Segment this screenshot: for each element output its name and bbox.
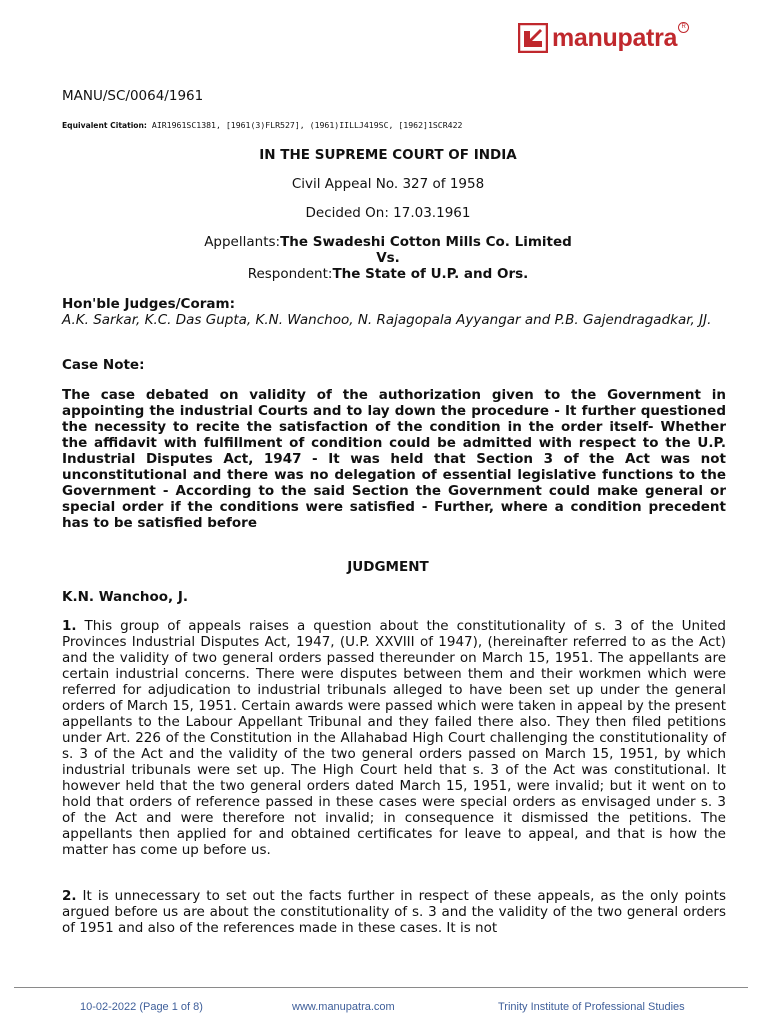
- equivalent-citation: [62, 120, 462, 130]
- judges-heading: Hon'ble Judges/Coram:: [62, 296, 235, 312]
- versus: Vs.: [376, 250, 400, 266]
- paragraph-number: 2.: [62, 888, 77, 904]
- paragraph: [62, 618, 726, 858]
- footer-divider: [14, 987, 748, 988]
- case-note-heading: Case Note:: [62, 357, 145, 373]
- court-name: IN THE SUPREME COURT OF INDIA: [259, 147, 517, 163]
- paragraph-number: 1.: [62, 618, 77, 634]
- footer-date-page: 10-02-2022 (Page 1 of 8): [80, 1001, 203, 1013]
- parties: [62, 234, 714, 282]
- respondent-line: [62, 266, 714, 282]
- respondent-name: The State of U.P. and Ors.: [332, 266, 529, 282]
- logo-text: manupatra: [552, 24, 678, 52]
- equivalent-citation-value: AIR1961SC1381, [1961(3)FLR527], (1961)IILLJ419SC, [1962]1SCR422: [146, 120, 463, 130]
- paragraph-text: This group of appeals raises a question about the constitutionality of s. 3 of the United Provinces Industrial Disputes Act, 1947, (U.P. XXVIII of 1947), (hereinafter referred to as the Act) and the validity of two general orders passed thereunder on March 15, 1951. The appellants are certain industrial concerns. There were disputes between them and their workmen which were referred for adjudication to industrial tribunals alleged to have been set up under the general orders of March 15, 1951. Certain awards were passed which were taken in appeal by the present appellants to the Labour Appellant Tribunal and they failed there also. They then filed petitions under Art. 226 of the Constitution in the Allahabad High Court challenging the constitutionality of s. 3 of the Act and the validity of the two general orders passed on March 15, 1951, by which industrial tribunals were set up. The High Court held that s. 3 of the Act was constitutional. It however held that the two general orders dated March 15, 1951, were invalid; but it went on to hold that orders of reference passed in these cases were special orders as envisaged under s. 3 of the Act and were therefore not invalid; in consequence it dismissed the petitions. The appellants then applied for and obtained certificates for leave to appeal, and that is how the matter has come up before us.: [62, 618, 726, 858]
- appellants-name: The Swadeshi Cotton Mills Co. Limited: [280, 234, 572, 250]
- manupatra-logo: [518, 22, 686, 54]
- citation-id: MANU/SC/0064/1961: [62, 88, 204, 104]
- appellants-line: [62, 234, 714, 250]
- manupatra-logo-icon: [518, 23, 548, 53]
- case-number: Civil Appeal No. 327 of 1958: [291, 176, 485, 192]
- footer-website-link[interactable]: www.manupatra.com: [292, 1001, 395, 1013]
- equivalent-citation-label: Equivalent Citation:: [62, 121, 147, 130]
- paragraph-text: It is unnecessary to set out the facts further in respect of these appeals, as the only points argued before us are about the constitutionality of s. 3 and the validity of the two general orders of 1951 and also of the references made in these cases. It is not: [62, 888, 726, 936]
- appellants-label: Appellants:: [204, 234, 281, 250]
- respondent-label: Respondent:: [247, 266, 333, 282]
- registered-mark-icon: R: [678, 22, 689, 33]
- judges-list: A.K. Sarkar, K.C. Das Gupta, K.N. Wanchoo, N. Rajagopala Ayyangar and P.B. Gajendragadkar, JJ.: [62, 312, 712, 328]
- decided-on: Decided On: 17.03.1961: [305, 205, 471, 221]
- footer-institution: Trinity Institute of Professional Studies: [498, 1001, 685, 1013]
- case-note: The case debated on validity of the authorization given to the Government in appointing the industrial Courts and to lay down the procedure - It further questioned the necessity to recite the satisfaction of the condition in the order itself- Whether the affidavit with fulfillment of condition could be admitted with respect to the U.P. Industrial Disputes Act, 1947 - It was held that Section 3 of the Act was not unconstitutional and there was no delegation of essential legislative functions to the Government - According to the said Section the Government could make general or special order if the conditions were satisfied - Further, where a condition precedent has to be satisfied before: [62, 387, 726, 531]
- judgment-author: K.N. Wanchoo, J.: [62, 589, 188, 605]
- judgment-heading: JUDGMENT: [347, 559, 429, 575]
- paragraph: [62, 888, 726, 936]
